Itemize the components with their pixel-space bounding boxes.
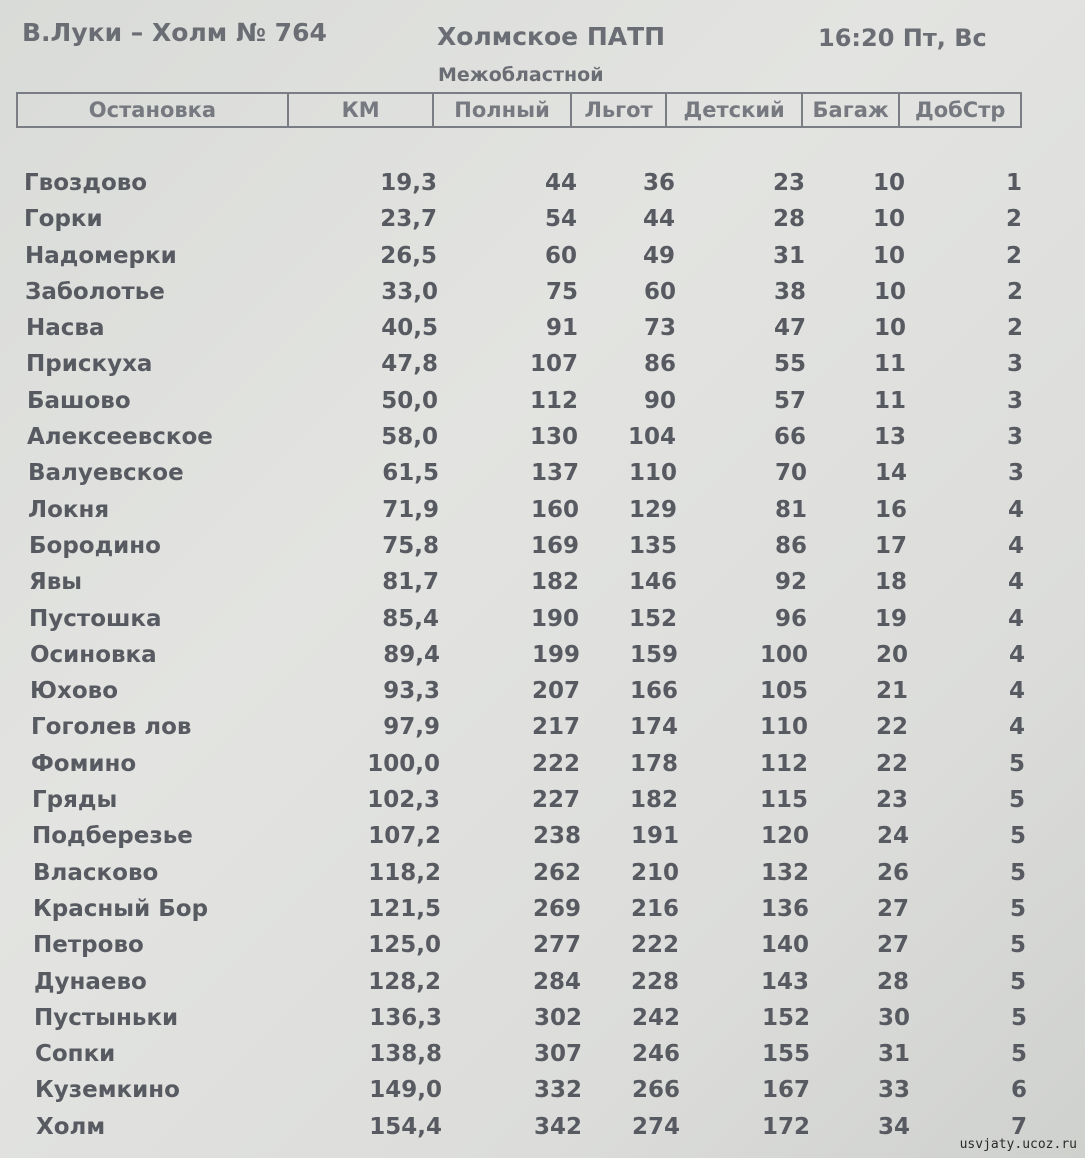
cell-child: 92 [774,569,807,596]
cell-luggage: 17 [874,532,907,559]
cell-stop: Куземкино [35,1077,180,1104]
cell-discount: 60 [643,278,676,305]
cell-luggage: 22 [875,750,908,777]
cell-extra: 2 [1005,242,1022,269]
cell-extra: 5 [1009,823,1026,850]
cell-full: 222 [531,750,580,777]
cell-km: 26,5 [380,242,437,269]
cell-child: 38 [773,278,806,305]
cell-stop: Дунаево [34,968,147,995]
cell-discount: 246 [631,1041,680,1068]
cell-discount: 104 [627,424,676,451]
cell-luggage: 23 [875,787,908,814]
cell-discount: 242 [631,1004,680,1031]
cell-extra: 5 [1009,859,1026,886]
cell-luggage: 27 [876,895,909,922]
cell-stop: Подберезье [32,823,193,850]
cell-discount: 152 [628,605,677,632]
column-header-extra: ДобСтр [915,98,1006,122]
cell-km: 154,4 [369,1113,442,1140]
cell-discount: 135 [628,532,677,559]
cell-child: 57 [773,387,806,414]
table-row [0,529,1085,565]
cell-child: 115 [759,787,808,814]
table-row [0,819,1085,855]
cell-stop: Гвоздово [24,170,148,196]
table-row [0,1037,1085,1073]
cell-child: 112 [759,750,808,777]
cell-discount: 216 [630,895,679,922]
cell-full: 54 [544,206,577,233]
cell-child: 96 [774,605,807,632]
cell-full: 60 [544,242,577,269]
cell-full: 190 [530,605,579,632]
cell-full: 137 [530,460,579,487]
cell-discount: 146 [628,569,677,596]
cell-discount: 266 [631,1077,680,1104]
table-row [0,747,1085,783]
cell-stop: Заболотье [25,278,165,305]
cell-extra: 4 [1007,569,1024,596]
cell-luggage: 14 [874,460,907,487]
cell-child: 167 [761,1077,810,1104]
cell-luggage: 19 [874,605,907,632]
cell-full: 182 [530,569,579,596]
cell-child: 105 [759,678,808,705]
cell-km: 138,8 [369,1041,442,1068]
cell-full: 217 [531,714,580,741]
cell-child: 47 [773,315,806,342]
cell-stop: Петрово [33,932,144,959]
table-row [0,928,1085,964]
cell-child: 28 [772,206,805,233]
cell-full: 169 [530,532,579,559]
cell-full: 302 [533,1004,582,1031]
table-row [0,347,1085,383]
cell-stop: Гряды [32,787,118,814]
cell-extra: 6 [1010,1077,1027,1104]
cell-discount: 210 [630,859,679,886]
table-row [0,311,1085,347]
cell-km: 23,7 [380,206,437,233]
cell-discount: 36 [642,170,675,196]
cell-extra: 2 [1006,278,1023,305]
cell-km: 100,0 [367,750,440,777]
cell-luggage: 20 [875,641,908,668]
cell-stop: Насва [26,315,105,342]
cell-km: 50,0 [381,387,438,414]
departure-time: 16:20 Пт, Вс [818,24,987,52]
cell-full: 277 [532,932,581,959]
cell-full: 284 [532,968,581,995]
table-row [0,674,1085,710]
cell-full: 332 [533,1077,582,1104]
cell-extra: 5 [1009,968,1026,995]
cell-discount: 44 [642,206,675,233]
cell-full: 269 [532,895,581,922]
cell-extra: 5 [1008,750,1025,777]
cell-discount: 166 [629,678,678,705]
cell-km: 33,0 [381,278,438,305]
cell-stop: Красный Бор [33,895,209,922]
cell-full: 207 [531,678,580,705]
cell-km: 58,0 [381,424,438,451]
cell-luggage: 13 [873,424,906,451]
cell-full: 238 [532,823,581,850]
cell-extra: 3 [1007,460,1024,487]
cell-km: 19,3 [380,170,437,196]
cell-km: 125,0 [368,932,441,959]
table-row [0,856,1085,892]
cell-km: 97,9 [383,714,440,741]
table-row [0,1110,1085,1146]
cell-luggage: 10 [872,242,905,269]
column-header-discount: Льгот [572,94,668,126]
cell-extra: 5 [1010,1041,1027,1068]
cell-child: 31 [772,242,805,269]
table-row [0,202,1085,238]
cell-stop: Надомерки [25,242,177,269]
cell-full: 307 [533,1041,582,1068]
route-type: Межобластной [438,64,604,86]
cell-child: 152 [761,1004,810,1031]
cell-extra: 4 [1008,678,1025,705]
table-row [0,1073,1085,1109]
cell-extra: 5 [1009,932,1026,959]
cell-stop: Пустошка [29,605,162,632]
cell-discount: 86 [643,351,676,378]
cell-full: 112 [529,387,578,414]
cell-extra: 5 [1009,895,1026,922]
cell-child: 120 [760,823,809,850]
cell-stop: Горки [24,206,103,233]
cell-child: 155 [761,1041,810,1068]
cell-km: 149,0 [369,1077,442,1104]
cell-luggage: 16 [874,496,907,523]
cell-stop: Сопки [35,1041,116,1068]
cell-luggage: 10 [873,315,906,342]
cell-child: 55 [773,351,806,378]
table-row [0,239,1085,275]
cell-luggage: 21 [875,678,908,705]
cell-stop: Прискуха [26,351,153,378]
fare-table-body [0,166,1085,1146]
cell-stop: Осиновка [30,641,157,668]
cell-km: 71,9 [382,496,439,523]
cell-stop: Холм [36,1113,106,1140]
cell-discount: 129 [628,496,677,523]
cell-stop: Валуевское [28,460,184,487]
table-row [0,638,1085,674]
cell-stop: Башово [27,387,131,414]
cell-child: 110 [759,714,808,741]
column-header-luggage: Багаж [803,94,901,126]
cell-full: 199 [531,641,580,668]
cell-luggage: 11 [873,387,906,414]
cell-full: 107 [529,351,578,378]
cell-discount: 228 [630,968,679,995]
cell-full: 130 [529,424,578,451]
cell-discount: 174 [629,714,678,741]
cell-child: 132 [760,859,809,886]
cell-luggage: 22 [875,714,908,741]
cell-discount: 110 [628,460,677,487]
table-header [16,92,1022,128]
cell-full: 227 [531,787,580,814]
cell-km: 128,2 [368,968,441,995]
cell-km: 61,5 [382,460,439,487]
cell-extra: 2 [1005,206,1022,233]
table-row [0,275,1085,311]
cell-km: 136,3 [369,1004,442,1031]
cell-child: 23 [772,170,805,196]
cell-luggage: 10 [873,278,906,305]
table-row [0,420,1085,456]
table-row [0,892,1085,928]
cell-discount: 182 [629,787,678,814]
column-header-child: Детский [667,94,802,126]
cell-extra: 2 [1006,315,1023,342]
cell-km: 118,2 [368,859,441,886]
cell-km: 102,3 [367,787,440,814]
cell-discount: 274 [631,1113,680,1140]
cell-extra: 4 [1008,714,1025,741]
cell-km: 40,5 [381,315,438,342]
cell-km: 85,4 [382,605,439,632]
cell-child: 70 [774,460,807,487]
table-row [0,565,1085,601]
cell-child: 172 [761,1113,810,1140]
cell-stop: Юхово [30,678,118,705]
cell-luggage: 31 [877,1041,910,1068]
cell-extra: 3 [1006,424,1023,451]
cell-luggage: 10 [872,206,905,233]
route-title: В.Луки – Холм № 764 [22,18,327,47]
cell-full: 160 [530,496,579,523]
cell-child: 86 [774,532,807,559]
column-header-km: КМ [289,94,434,126]
cell-extra: 5 [1008,787,1025,814]
cell-luggage: 11 [873,351,906,378]
cell-full: 342 [533,1113,582,1140]
cell-luggage: 27 [876,932,909,959]
cell-child: 143 [760,968,809,995]
cell-km: 47,8 [381,351,438,378]
cell-full: 44 [544,170,577,196]
table-row [0,493,1085,529]
cell-child: 136 [760,895,809,922]
table-row [0,384,1085,420]
cell-discount: 159 [629,641,678,668]
cell-extra: 3 [1006,387,1023,414]
cell-luggage: 10 [872,170,905,196]
watermark: usvjaty.ucoz.ru [959,1137,1077,1152]
cell-km: 121,5 [368,895,441,922]
cell-full: 75 [545,278,578,305]
cell-child: 66 [773,424,806,451]
company-name: Холмское ПАТП [437,22,666,51]
table-row [0,456,1085,492]
cell-stop: Пустыньки [34,1004,179,1031]
cell-luggage: 28 [876,968,909,995]
cell-full: 262 [532,859,581,886]
cell-discount: 90 [643,387,676,414]
table-row [0,783,1085,819]
table-row [0,166,1085,202]
cell-extra: 1 [1005,170,1022,196]
cell-luggage: 30 [877,1004,910,1031]
cell-stop: Бородино [29,532,161,559]
cell-discount: 178 [629,750,678,777]
cell-luggage: 18 [874,569,907,596]
cell-child: 81 [774,496,807,523]
cell-child: 140 [760,932,809,959]
cell-luggage: 33 [877,1077,910,1104]
cell-luggage: 26 [876,859,909,886]
cell-discount: 222 [630,932,679,959]
cell-extra: 3 [1006,351,1023,378]
table-row [0,1001,1085,1037]
cell-stop: Алексеевское [27,424,213,451]
cell-luggage: 34 [877,1113,910,1140]
cell-discount: 191 [630,823,679,850]
table-row [0,965,1085,1001]
cell-stop: Власково [33,859,159,886]
cell-extra: 7 [1010,1113,1027,1140]
cell-km: 93,3 [383,678,440,705]
cell-discount: 49 [642,242,675,269]
cell-stop: Явы [29,569,83,596]
cell-extra: 4 [1007,605,1024,632]
cell-full: 91 [545,315,578,342]
cell-extra: 5 [1010,1004,1027,1031]
cell-stop: Фомино [31,750,137,777]
cell-km: 81,7 [382,569,439,596]
cell-child: 100 [759,641,808,668]
cell-discount: 73 [643,315,676,342]
cell-stop: Гоголев лов [31,714,192,741]
cell-km: 107,2 [368,823,441,850]
column-header-full: Полный [434,94,571,126]
cell-extra: 4 [1007,532,1024,559]
cell-extra: 4 [1008,641,1025,668]
cell-extra: 4 [1007,496,1024,523]
column-header-stop: Остановка [18,94,289,126]
table-row [0,710,1085,746]
cell-luggage: 24 [876,823,909,850]
table-row [0,602,1085,638]
cell-stop: Локня [28,496,110,523]
cell-km: 89,4 [383,641,440,668]
cell-km: 75,8 [382,532,439,559]
